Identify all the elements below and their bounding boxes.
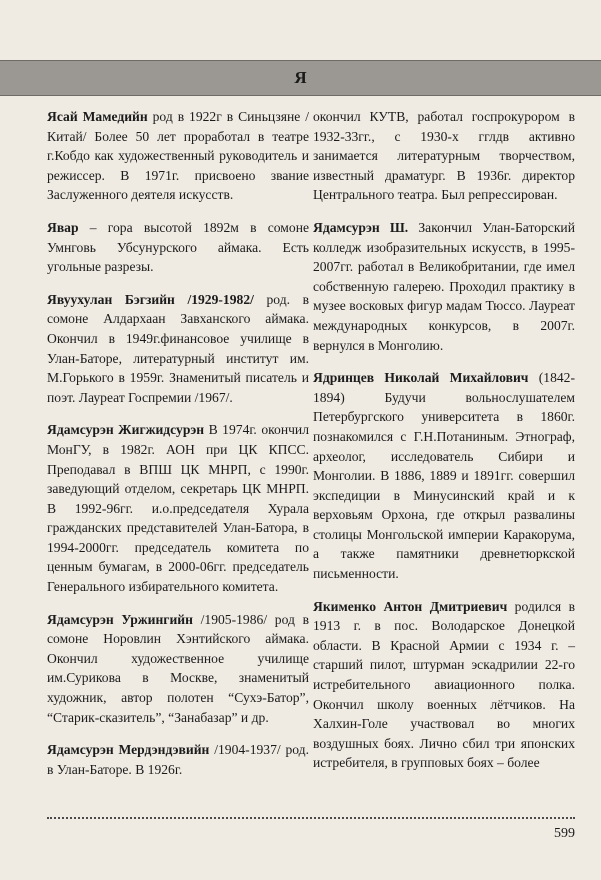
- right-column: [313, 107, 575, 786]
- entry-term: Ядамсурэн Ш.: [313, 219, 409, 235]
- entry-term: Ядамсурэн Уржингийн: [47, 611, 193, 627]
- entry-term: Явуухулан Бэгзийн /1929-1982/: [47, 291, 254, 307]
- entry-term: Явар: [47, 219, 79, 235]
- entry-term: Ядамсурэн Жигжидсурэн: [47, 422, 205, 438]
- dictionary-entry: [47, 740, 309, 779]
- entry-body: Закончил Улан-Баторский колледж изобразительных искусств, в 1995-2007гг. работал в Великобритании, где имел собственную галерею. Проходил практику в музее восковых фигур мадам Тюссо. Лауреат международных конкурсов, в 2007г. вернулся в Монголию.: [313, 219, 575, 353]
- page-number: 599: [554, 826, 575, 841]
- entry-body: окончил КУТВ, работал госпрокурором в 1932-33гг., с 1930-х гглдв активно занимается литературным творчеством, известный драматург. В 1936г. директор Центрального театра. Был репрессирован.: [313, 109, 575, 203]
- dictionary-entry: [313, 368, 575, 584]
- dictionary-entry: [47, 610, 309, 728]
- entry-term: Ясай Мамедийн: [47, 109, 148, 124]
- dictionary-entry: [47, 107, 309, 205]
- entry-body: В 1974г. окончил МонГУ, в 1982г. АОН при ЦК КПСС. Преподавал в ВПШ ЦК МНРП, с 1990г. заведующий отделом, секретарь ЦК МНРП. В 1992-96гг. и.о.председателя Хурала гражданских представителей Улан-Батора, в 1994-2000гг. председатель комитета по ценным бумагам, в 2000-06гг. председатель Генерального избирательного комитета.: [47, 422, 309, 595]
- entry-body: – гора высотой 1892м в сомоне Умнговь Убсунурского аймака. Есть угольные разрезы.: [47, 219, 309, 275]
- entry-body: /1905-1986/ род в сомоне Норовлин Хэнтийского аймака. Окончил художественное училище им.Сурикова в Москве, знаменитый художник, автор полотен “Сухэ-Батор”, “Старик-сказитель”, “Занабазар” и др.: [47, 611, 309, 725]
- dictionary-entry: [313, 218, 575, 355]
- section-letter: Я: [294, 68, 307, 87]
- dictionary-entry: [47, 420, 309, 596]
- dictionary-entry: [47, 290, 309, 408]
- entry-body: род в 1922г в Синьцзяне /Китай/ Более 50 лет проработал в театре г.Кобдо как художественный руководитель и режиссер. В 1971г. присвоено звание Заслуженного деятеля искусств.: [47, 109, 309, 203]
- footer-dotted-rule: [47, 817, 575, 819]
- entry-body: (1842-1894) Будучи вольнослушателем Петербургского университета в 1860г. познакомился с Г.Н.Потаниным. Этнограф, археолог, исследователь Сибири и Монголии. В 1886, 1889 и 1891гг. совершил экспедиции в Минусинский край и к верховьям Орхона, где открыл развалины столицы Монгольской империи Каракорума, а также памятники древнетюркской письменности.: [313, 370, 575, 582]
- entry-body: /1904-1937/ род. в Улан-Баторе. В 1926г.: [47, 742, 309, 777]
- entry-body: род. в сомоне Алдархаан Завханского аймака. Окончил в 1949г.финансовое училище в Улан-Баторе, литературный институт им. М.Горького в 1959г. Знаменитый писатель и поэт. Лауреат Госпремии /1967/.: [47, 291, 310, 405]
- section-header-band: [0, 60, 601, 96]
- dictionary-entry-continued: [313, 107, 575, 205]
- entry-term: Ядринцев Николай Михайлович: [313, 370, 529, 386]
- dictionary-entry: [313, 597, 575, 773]
- dictionary-entry: [47, 218, 309, 277]
- entry-body: родился в 1913 г. в пос. Володарское Донецкой области. В Красной Армии с 1934 г. – старший пилот, штурман эскадрилии 22-го истребительного авиационного полка. Окончил школу военных лётчиков. На Халхин-Голе участвовал во многих воздушных боях. Лично сбил три японских истребителя, в групповых боях – более: [313, 598, 575, 771]
- entry-term: Якименко Антон Дмитриевич: [313, 598, 508, 614]
- entry-term: Ядамсурэн Мердэндэвийн: [47, 742, 210, 758]
- left-column: [47, 107, 309, 792]
